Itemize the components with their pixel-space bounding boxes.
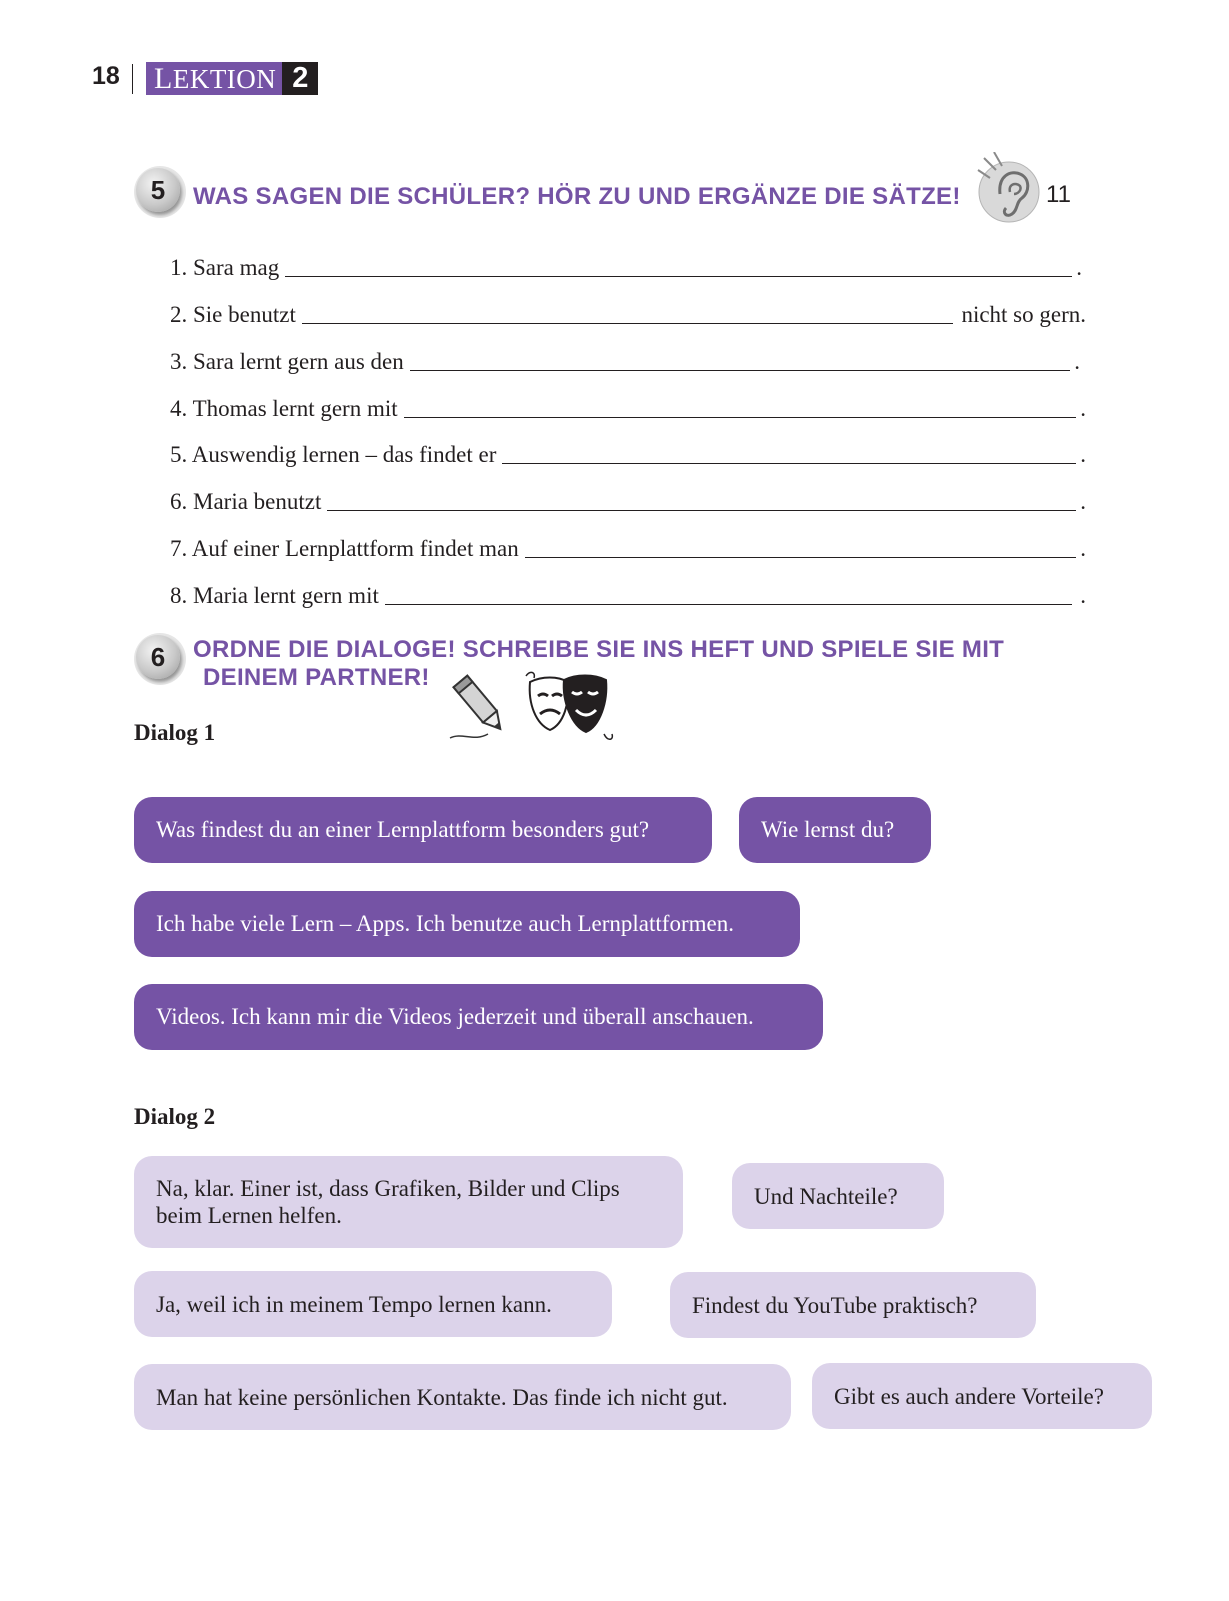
dialog-1-bubble[interactable]: Wie lernst du?	[739, 797, 931, 863]
lektion-label	[146, 62, 318, 95]
dialog-1-bubble[interactable]: Ich habe viele Lern – Apps. Ich benutze auch Lernplattformen.	[134, 891, 800, 957]
answer-blank[interactable]	[404, 395, 1077, 418]
theater-masks-icon	[524, 668, 616, 746]
dialog-2-bubble[interactable]: Man hat keine persönlichen Kontakte. Das finde ich nicht gut.	[134, 1364, 791, 1430]
dialog-2-bubble[interactable]: Findest du YouTube praktisch?	[670, 1272, 1036, 1338]
ear-listening-icon	[976, 152, 1042, 226]
dialog-2-bubble[interactable]: Na, klar. Einer ist, dass Grafiken, Bilder und Clips beim Lernen helfen.	[134, 1156, 683, 1248]
answer-blank[interactable]	[285, 254, 1072, 277]
page-number: 18	[92, 62, 120, 90]
dialog-1-bubble[interactable]: Videos. Ich kann mir die Videos jederzeit und überall anschauen.	[134, 984, 823, 1050]
answer-blank[interactable]	[302, 301, 954, 324]
exercise-6-title-line-1: ORDNE DIE DIALOGE! SCHREIBE SIE INS HEFT UND SPIELE SIE MIT	[193, 636, 1005, 663]
answer-blank[interactable]	[410, 348, 1070, 371]
pencil-icon	[448, 668, 514, 744]
exercise-5-badge: 5	[136, 168, 180, 212]
sentence-4: 4. Thomas lernt gern mit .	[170, 396, 1086, 421]
sentence-2: 2. Sie benutzt nicht so gern.	[170, 302, 1086, 327]
sentence-8: 8. Maria lernt gern mit .	[170, 583, 1086, 608]
lektion-word: LEKTION	[146, 62, 282, 95]
track-number: 11	[1046, 181, 1071, 208]
answer-blank[interactable]	[385, 582, 1072, 605]
answer-blank[interactable]	[502, 441, 1076, 464]
sentence-7: 7. Auf einer Lernplattform findet man .	[170, 536, 1086, 561]
sentence-1: 1. Sara mag .	[170, 255, 1082, 280]
answer-blank[interactable]	[327, 488, 1076, 511]
sentence-3: 3. Sara lernt gern aus den .	[170, 349, 1080, 374]
sentence-6: 6. Maria benutzt .	[170, 489, 1086, 514]
exercise-6-badge: 6	[136, 635, 180, 679]
lektion-number: 2	[282, 62, 318, 95]
dialog-2-heading: Dialog 2	[134, 1104, 216, 1129]
dialog-2-bubble[interactable]: Ja, weil ich in meinem Tempo lernen kann.	[134, 1271, 612, 1337]
exercise-6-title-line-2: DEINEM PARTNER!	[203, 664, 430, 691]
dialog-2-bubble[interactable]: Und Nachteile?	[732, 1163, 944, 1229]
sentence-5: 5. Auswendig lernen – das findet er .	[170, 442, 1086, 467]
exercise-5-title: WAS SAGEN DIE SCHÜLER? HÖR ZU UND ERGÄNZE DIE SÄTZE!	[193, 183, 961, 210]
dialog-1-heading: Dialog 1	[134, 720, 216, 745]
header-divider	[132, 64, 133, 94]
dialog-2-bubble[interactable]: Gibt es auch andere Vorteile?	[812, 1363, 1152, 1429]
answer-blank[interactable]	[525, 535, 1077, 558]
dialog-1-bubble[interactable]: Was findest du an einer Lernplattform besonders gut?	[134, 797, 712, 863]
